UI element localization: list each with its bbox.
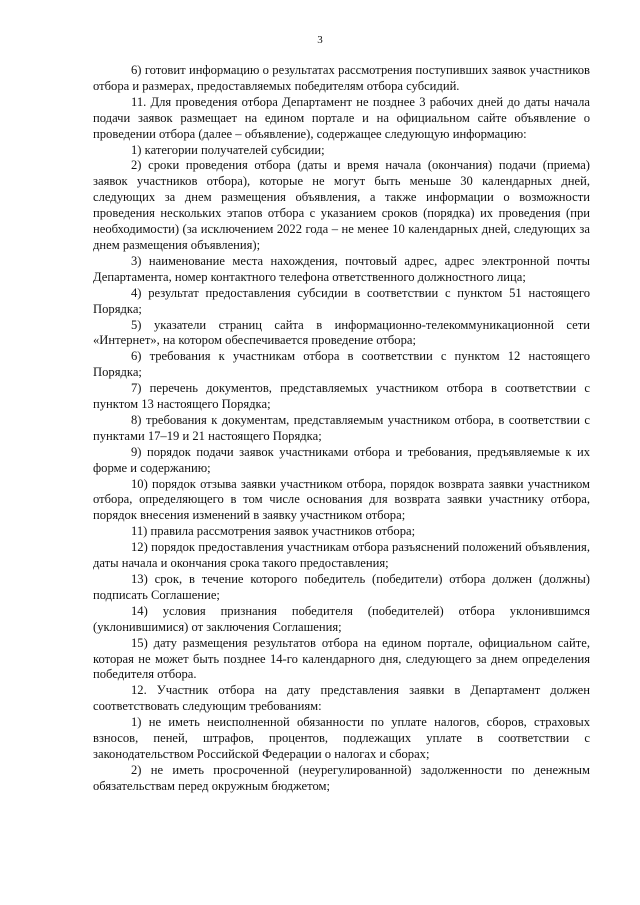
paragraph: 2) сроки проведения отбора (даты и время начала (окончания) подачи (приема) заявок участников отбора), которые не могут быть меньше 30 календарных дней, следующих за днем размещения объявления, а также информации о возможности проведения нескольких этапов отбора с указанием сроков (порядка) их проведения (при необходимости) (за исключением 2022 года – не менее 10 календарных дней, следующих за днем размещения объявления); <box>93 158 590 252</box>
paragraph: 1) не иметь неисполненной обязанности по уплате налогов, сборов, страховых взносов, пеней, штрафов, процентов, подлежащих уплате в соответствии с законодательством Российской Федерации о налогах и сборах; <box>93 715 590 761</box>
paragraph: 1) категории получателей субсидии; <box>131 142 325 157</box>
paragraph: 3) наименование места нахождения, почтовый адрес, адрес электронной почты Департамента, номер контактного телефона ответственного должностного лица; <box>93 253 590 284</box>
paragraph: 10) порядок отзыва заявки участником отбора, порядок возврата заявки участником отбора, определяющего в том числе основания для возврата заявки участнику отбора, порядок внесения изменений в заявку участником отбора; <box>93 476 590 523</box>
paragraph: 6) готовит информацию о результатах рассмотрения поступивших заявок участников отбора и размерах, предоставляемых победителям отбора субсидий. <box>93 63 590 93</box>
paragraph: 12) порядок предоставления участникам отбора разъяснений положений объявления, даты начала и окончания срока такого предоставления; <box>93 540 590 571</box>
paragraph: 11. Для проведения отбора Департамент не позднее 3 рабочих дней до даты начала подачи заявок размещает на едином портале и на официальном сайте объявление о проведении отбора (далее – объявление), содержащее следующую информацию: <box>93 94 590 141</box>
paragraph: 2) не иметь просроченной (неурегулированной) задолженности по денежным обязательствам перед окружным бюджетом; <box>93 762 590 793</box>
paragraph: 5) указатели страниц сайта в информационно-телекоммуникационной сети «Интернет», на котором обеспечивается проведение отбора; <box>93 317 590 348</box>
paragraph: 14) условия признания победителя (победителей) отбора уклонившимся (уклонившимися) от заключения Соглашения; <box>93 603 590 634</box>
paragraph: 8) требования к документам, представляемым участником отбора, в соответствии с пунктами 17–19 и 21 настоящего Порядка; <box>93 412 590 443</box>
paragraph: 4) результат предоставления субсидии в соответствии с пунктом 51 настоящего Порядка; <box>93 285 590 316</box>
paragraph: 15) дату размещения результатов отбора на едином портале, официальном сайте, которая не может быть позднее 14-го календарного дня, следующего за днем определения победителя отбора. <box>93 635 590 682</box>
page-number: 3 <box>317 34 323 46</box>
paragraph: 11) правила рассмотрения заявок участников отбора; <box>131 524 416 539</box>
paragraph: 12. Участник отбора на дату представления заявки в Департамент должен соответствовать следующим требованиям: <box>93 683 590 714</box>
paragraph: 13) срок, в течение которого победитель (победители) отбора должен (должны) подписать Соглашение; <box>93 572 590 602</box>
paragraph: 9) порядок подачи заявок участниками отбора и требования, предъявляемые к их форме и содержанию; <box>93 444 590 475</box>
paragraph: 6) требования к участникам отбора в соответствии с пунктом 12 настоящего Порядка; <box>93 349 590 380</box>
paragraph: 7) перечень документов, представляемых участником отбора в соответствии с пунктом 13 настоящего Порядка; <box>93 381 590 412</box>
document-body <box>93 63 590 795</box>
